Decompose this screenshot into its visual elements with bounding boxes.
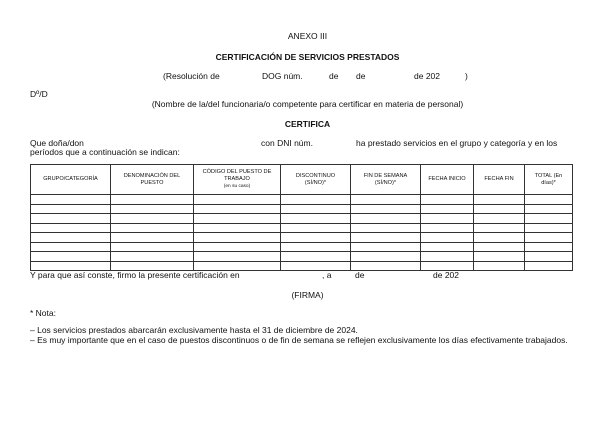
table-cell [111,223,194,233]
table-cell [421,204,474,214]
table-cell [111,252,194,262]
table-body [31,195,573,271]
table-cell [111,195,194,205]
table-cell [31,233,111,243]
statement-line: períodos que a continuación se indican: [30,147,180,157]
table-cell [351,252,421,262]
table-cell [281,233,351,243]
table-row [31,252,573,262]
table-cell [111,204,194,214]
closing-part: Y para que así conste, firmo la presente certificación en [30,270,240,280]
table-cell [31,214,111,224]
table-row [31,195,573,205]
column-header: FECHA FIN [474,165,525,195]
note-item: – Los servicios prestados abarcarán exclusivamente hasta el 31 de diciembre de 2024. [30,325,358,335]
table-cell [194,242,281,252]
table-cell [421,195,474,205]
table-cell [474,252,525,262]
table-cell [474,214,525,224]
column-header: DISCONTINUO (SÍ/NO)* [281,165,351,195]
table-row [31,233,573,243]
table-cell [111,242,194,252]
table-cell [421,242,474,252]
table-cell [421,223,474,233]
table-cell [421,214,474,224]
table-cell [281,242,351,252]
table-cell [281,214,351,224]
table-cell [281,252,351,262]
column-header: TOTAL (En días)* [525,165,573,195]
table-cell [31,242,111,252]
table-cell [194,223,281,233]
resolution-part: DOG núm. [262,71,303,81]
resolution-part: ) [465,71,468,81]
table-row [31,214,573,224]
note-item: – Es muy importante que en el caso de puestos discontinuos o de fin de semana se reflejen exclusivamente los días efectivamente trabajados. [30,335,568,345]
resolution-part: (Resolución de [163,71,220,81]
statement-part: con DNI núm. [261,138,313,148]
statement-part: Que doña/don [30,138,84,148]
column-header: CÓDIGO DEL PUESTO DE TRABAJO (en su caso) [194,165,281,195]
column-header: FIN DE SEMANA (SÍ/NO)* [351,165,421,195]
table-cell [351,223,421,233]
table-cell [281,204,351,214]
table-cell [194,195,281,205]
table-cell [351,242,421,252]
table-cell [525,261,573,271]
table-cell [474,223,525,233]
table-cell [474,204,525,214]
column-header: FECHA INICIO [421,165,474,195]
table-cell [421,252,474,262]
table-cell [525,242,573,252]
table-header-row [31,165,573,195]
table-cell [351,214,421,224]
table-cell [525,195,573,205]
annex-label: ANEXO III [287,31,328,41]
statement-part: ha prestado servicios en el grupo y categoría y en los [356,138,558,148]
signer-note: (Nombre de la/del funcionaria/o competente para certificar en materia de personal) [151,99,464,109]
document-title: CERTIFICACIÓN DE SERVICIOS PRESTADOS [215,52,400,62]
table-cell [194,204,281,214]
certifica-heading: CERTIFICA [284,119,331,129]
closing-part: , a [322,270,332,280]
closing-part: de 202 [433,270,459,280]
table-row [31,242,573,252]
table-cell [525,252,573,262]
table-cell [474,233,525,243]
services-table [30,164,573,271]
table-cell [351,195,421,205]
table-cell [194,214,281,224]
table-cell [281,195,351,205]
table-cell [525,223,573,233]
table-row [31,223,573,233]
table-cell [421,233,474,243]
table-cell [525,233,573,243]
table-row [31,204,573,214]
table-cell [474,242,525,252]
table-cell [525,214,573,224]
table-cell [111,214,194,224]
column-header: DENOMINACIÓN DEL PUESTO [111,165,194,195]
resolution-part: de [356,71,366,81]
table-cell [351,233,421,243]
resolution-part: de [329,71,339,81]
table-cell [31,223,111,233]
table-cell [31,204,111,214]
resolution-part: de 202 [414,71,440,81]
column-header: GRUPO/CATEGORÍA [31,165,111,195]
signature-label: (FIRMA) [291,290,324,300]
table-cell [281,261,351,271]
table-cell [474,261,525,271]
table-cell [31,252,111,262]
closing-part: de [355,270,365,280]
note-title: * Nota: [30,308,56,318]
table-cell [525,204,573,214]
table-cell [351,204,421,214]
table-cell [31,195,111,205]
table-cell [111,233,194,243]
table-cell [474,195,525,205]
signer-prefix: Dº/D [30,89,48,99]
table-cell [194,252,281,262]
table-cell [194,233,281,243]
table-cell [281,223,351,233]
